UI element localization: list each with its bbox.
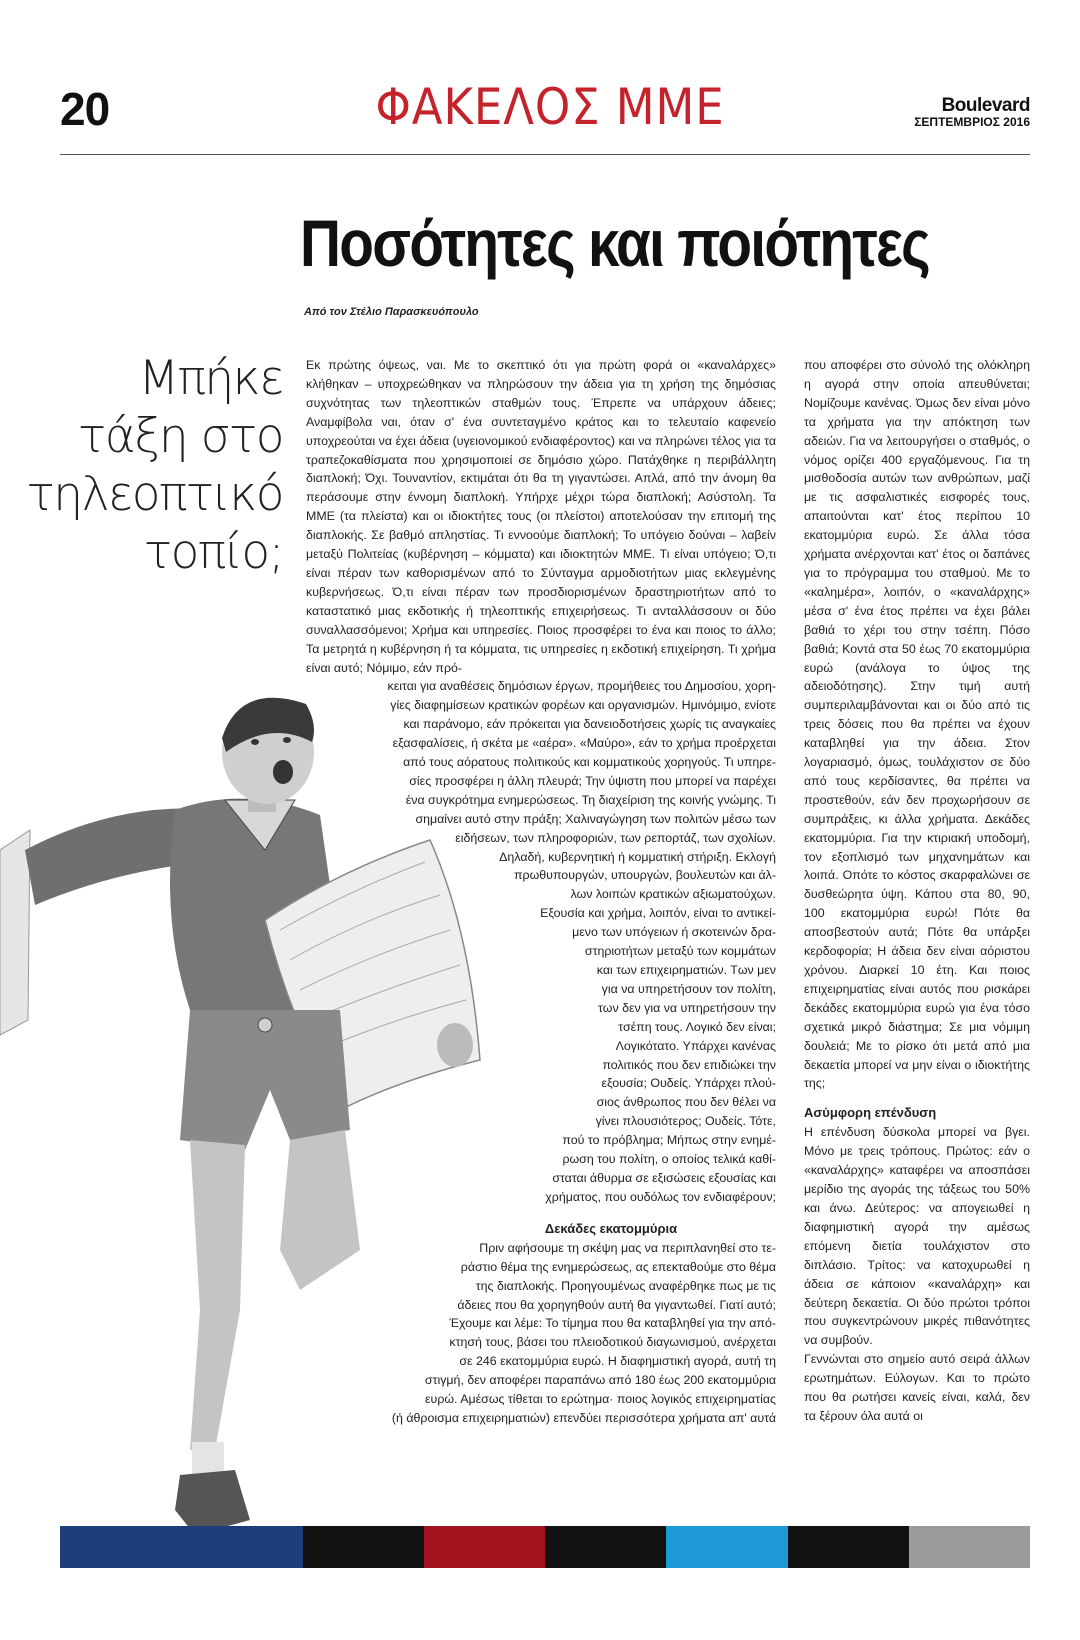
- text-line: ειδήσεων, των πληροφοριών, των ρεπορτάζ, των σχολίων.: [455, 830, 776, 845]
- footer-color-bar: [60, 1526, 1030, 1568]
- color-segment: [666, 1526, 787, 1568]
- article-paragraph: που αποφέρει στο σύνολό της ολόκληρη η αγορά στην οποία απευθύνεται; Νομίζουμε κανένας. Όμως δεν είναι μόνο τα χρήματα για την απόκτηση των αδειών. Για να λειτουργήσει ο σταθμός, ο νόμος ορίζει 400 εργαζόμενους. Για τη μισθοδοσία αυτών των ανθρώπων, μαζί με τις ασφαλιστικές εισφορές τους, απαιτούνται κατ' έτος περίπου 10 εκατομμύρια ευρώ. Σε άλλα τόσα χρήματα ανέρχονται κατ' έτος οι δαπάνες για το πρόγραμμα του σταθμού. Με το «καλημέρα», λοιπόν, ο «καναλάρχης» μέσα σ' ένα έτος πρέπει να έχει βάλει βαθιά το χέρι του στην τσέπη. Πόσο βαθιά; Κοντά στα 50 έως 70 εκατομμύρια ευρώ (ανάλογα το ύψος της αδειοδότησης). Στην τιμή αυτή συμπεριλαμβάνονται και οι δύο από τις τρεις δόσεις που θα πρέπει να έχουν καταβληθεί για την άδεια. Στον λογαριασμό, όμως, τουλάχιστον σε δύο από τους κερδίσαντες, θα πρέπει να προστεθούν, εάν δεν προχωρήσουν σε συμπράξεις, κι άλλα χρήματα. Δεκάδες εκατομμύρια. Για την κτιριακή υποδομή, τον εξοπλισμό των μηχανημάτων και λοιπά. Οπότε το κόστος σκαρφαλώνει σε δυσθεώρητα ύψη. Κάπου στα 80, 90, 100 εκατομμύρια ευρώ! Πότε θα αποσβεστούν αυτά; Πότε θα υπάρξει κερδοφορία; Η άδεια δεν είναι αόριστου χρόνου. Διαρκεί 10 έτη. Και ποιος επιχειρηματίας είναι αυτός που ρισκάρει δεκάδες εκατομμύρια ευρώ για ένα τόσο σχετικά μικρό διάστημα; Σε μια νόμιμη δουλειά; Με το ρίσκο ότι μετά από μια δεκαετία μπορεί να μην είναι ο ιδιοκτήτης της;: [804, 358, 1030, 1091]
- article-deck: [23, 350, 283, 582]
- text-line: των δεν για να υπηρετήσουν την: [598, 1000, 776, 1015]
- text-line: εξασφαλίσεις, ή σκέτα με «αέρα». «Μαύρο», εάν το χρήμα προέρχεται: [392, 736, 776, 751]
- article-column-right: [804, 356, 1030, 1426]
- article-wrapped-text: [306, 677, 776, 1206]
- text-line: και των επιχειρηματιών. Των μεν: [596, 963, 776, 977]
- color-segment: [909, 1526, 1030, 1568]
- color-segment: [545, 1526, 666, 1568]
- color-segment: [60, 1526, 181, 1568]
- article-column-left: [306, 356, 776, 1428]
- text-line: της διαπλοκής. Προηγουμένως αναφέρθηκε πως με τις: [475, 1278, 776, 1293]
- text-line: εξουσία; Ουδείς. Υπάρχει πλού-: [601, 1076, 776, 1091]
- text-line: σημαίνει αυτό στην πράξη; Χαλιναγώγηση των πολιτών μέσω των: [415, 811, 776, 826]
- brand-logo: Boulevard: [941, 95, 1030, 116]
- article-paragraph: Γεννώνται στο σημείο αυτό σειρά άλλων ερωτημάτων. Εύλογων. Και το πρώτο που θα ρωτήσει κανείς είναι, καλά, δεν τα ξέρουν όλα αυτά οι: [804, 1352, 1030, 1423]
- text-line: στηριοτήτων μεταξύ των κομμάτων: [584, 944, 776, 959]
- text-line: ένα συγκρότημα ενημερώσεως. Τη διαχείριση της κοινής γνώμης. Τι: [405, 792, 776, 807]
- text-line: πρωθυπουργών, υπουργών, βουλευτών και άλ-: [514, 868, 776, 883]
- color-segment: [424, 1526, 545, 1568]
- article-headline: Ποσότητες και ποιότητες: [300, 206, 929, 280]
- text-line: άδειες που θα χορηγηθούν αυτή θα γιγαντωθεί. Γιατί αυτό;: [457, 1297, 776, 1312]
- text-line: από τους αόρατους πολιτικούς και κομματικούς χορηγούς. Τι υπηρε-: [403, 755, 776, 770]
- deck-line: τηλεοπτικό: [26, 467, 283, 522]
- text-line: ράστιο θέμα της ενημερώσεως, ας επεκταθούμε στο θέμα: [460, 1259, 776, 1274]
- text-line: Πριν αφήσουμε τη σκέψη μας να περιπλανηθεί στο τε-: [479, 1240, 776, 1255]
- issue-date: ΣΕΠΤΕΜΒΡΙΟΣ 2016: [914, 115, 1030, 129]
- article-paragraph: Εκ πρώτης όψεως, ναι. Με το σκεπτικό ότι για πρώτη φορά οι «καναλάρχες» κλήθηκαν – υποχρεώθηκαν να πληρώσουν την άδεια για τη χρήση της δημόσιας συχνότητας των τηλεοπτικών σταθμών τους. Έπρεπε να υπάρχουν άδειες; Αναμφίβολα ναι, όταν σ' ένα συντεταγμένο κράτος και το τελευταίο καφενείο υποχρεούται να έχει άδεια (υγειονομικού ενδιαφέροντος) και να πληρώνει τέλος για τα τραπεζοκαθίσματα που χρησιμοποιεί σε δημόσιο χώρο. Πατάχθηκε η περιβάλλητη διαπλοκή; Όχι. Τουναντίον, εκτιμάται ότι θα τη γιγαντώσει. Απλά, από την άνομη θα περάσουμε στην έννομη διαπλοκή. Υπήρχε μέχρι τώρα διαπλοκή; Ασύστολη. Τα ΜΜΕ (τα πλείστα) και οι ιδιοκτήτες τους (οι πλείστοι) αποτελούσαν την επιτομή της διαπλοκής. Σε βαθμό απληστίας. Τι εννοούμε διαπλοκή; Το υπόγειο δούναι – λαβείν μεταξύ Πολιτείας (κυβέρνηση – κόμματα) και ιδιοκτητών ΜΜΕ. Τι είναι υπόγειο; Ό,τι είναι πέραν των καθορισμένων από το Σύνταγμα αρμοδιοτήτων μιας εκλεγμένης κυβερνήσεως. Ό,τι είναι πέραν των προσδιορισμένων δραστηριοτήτων από το καταστατικό μιας εκδοτικής ή τηλεοπτικής επιχειρήσεως. Τι ανταλλάσσουν οι δύο συναλλασσόμενοι; Χρήμα και υπηρεσίες. Ποιος προσφέρει το ένα και ποιος το άλλο; Τα μετρητά η κυβέρνηση ή τα κόμματα, τις υπηρεσίες η εκδοτική επιχείρηση. Τι χρήμα είναι αυτό; Νόμιμο, εάν πρό-: [306, 358, 776, 675]
- text-line: ρωση του πολίτη, ο οποίος τελικά καθί-: [562, 1152, 776, 1167]
- text-line: σίες προσφέρει η άλλη πλευρά; Την ύψιστη που μπορεί να παρέχει: [409, 773, 776, 788]
- deck-line: τάξη στο: [77, 409, 283, 464]
- text-line: γίνει πλουσιότερος; Ουδείς. Τότε,: [595, 1114, 776, 1129]
- text-line: (ή άθροισμα επιχειρηματιών) επενδύει περισσότερα χρήματα απ' αυτά: [391, 1410, 776, 1425]
- masthead: [914, 97, 1030, 129]
- text-line: σε 246 εκατομμύρια ευρώ. Η διαφημιστική αγορά, αυτή τη: [459, 1354, 776, 1369]
- text-line: για να υπηρετήσουν τον πολίτη,: [601, 981, 776, 996]
- subheading: Ασύμφορη επένδυση: [804, 1105, 937, 1121]
- text-line: μενο των υπόγειων ή σκοτεινών δρα-: [572, 925, 776, 940]
- text-line: πού το πρόβλημα; Μήπως στην ενημέ-: [562, 1133, 776, 1148]
- text-line: λων λοιπών κρατικών αξιωματούχων.: [570, 887, 776, 902]
- header-rule: [60, 154, 1030, 155]
- text-line: γίες διαφημίσεων κρατικών φορέων και οργανισμών. Ημινόμιμο, ενίοτε: [390, 698, 776, 713]
- color-segment: [181, 1526, 302, 1568]
- section-title: ΦΑΚΕΛΟΣ ΜΜΕ: [375, 78, 725, 136]
- page-number: 20: [60, 83, 110, 135]
- text-line: χρήματος, που ουδόλως τον ενδιαφέρουν;: [545, 1189, 776, 1204]
- text-line: Λογικότατο. Υπάρχει κανένας: [615, 1038, 776, 1053]
- article-paragraph: Η επένδυση δύσκολα μπορεί να βγει. Μόνο με τρεις τρόπους. Πρώτος: εάν ο «καναλάρχης» καταφέρει να αποσπάσει μερίδιο της αγοράς της τάξεως του 50% και άνω. Δεύτερος: να απογειωθεί η διαφημιστική αγορά την αμέσως επόμενη διετία τουλάχιστον στο διπλάσιο. Τρίτος: να κατοχυρωθεί η άδεια σε κάποιον «καναλάρχη» και δεύτερη δεκαετία. Οι δύο πρώτοι τρόποι που συγκεντρώνουν μικρές πιθανότητες να συμβούν.: [804, 1125, 1030, 1348]
- deck-line: Μπήκε: [138, 351, 283, 406]
- text-line: κτησή τους, βάσει του πλειοδοτικού διαγωνισμού, ανέρχεται: [449, 1335, 776, 1350]
- text-line: Εξουσία και χρήμα, λοιπόν, είναι το αντικεί-: [540, 906, 776, 921]
- text-line: Έχουμε και λέμε: Το τίμημα που θα καταβληθεί για την από-: [449, 1316, 776, 1331]
- color-segment: [788, 1526, 909, 1568]
- text-line: ευρώ. Αμέσως τίθεται το ερώτημα· ποιος λογικός επιχειρηματίας: [425, 1392, 776, 1407]
- text-line: τσέπη τους. Λογικό δεν είναι;: [618, 1019, 776, 1034]
- text-line: σταται άθυρμα σε εξισώσεις εξουσίας και: [552, 1170, 776, 1185]
- article-byline: Από τον Στέλιο Παρασκευόπουλο: [304, 306, 479, 318]
- deck-line: τοπίο;: [143, 525, 283, 580]
- text-line: κειται για αναθέσεις δημόσιων έργων, προμήθειες του Δημοσίου, χορη-: [387, 679, 776, 694]
- text-line: Δηλαδή, κυβερνητική ή κομματική στήριξη. Εκλογή: [499, 849, 776, 864]
- text-line: και παράνομο, εάν πρόκειται για δανειοδοτήσεις χωρίς τις αναγκαίες: [403, 717, 776, 732]
- text-line: πολιτικός που δεν επιδιώκει την: [602, 1057, 776, 1072]
- text-line: στιγμή, δεν αποφέρει παραπάνω από 180 έως 200 εκατομμύρια: [424, 1373, 776, 1388]
- color-segment: [303, 1526, 424, 1568]
- subheading: Δεκάδες εκατομμύρια: [544, 1220, 678, 1236]
- article-wrapped-text: [306, 1239, 776, 1428]
- text-line: σιος άνθρωπος που δεν θέλει να: [596, 1095, 776, 1110]
